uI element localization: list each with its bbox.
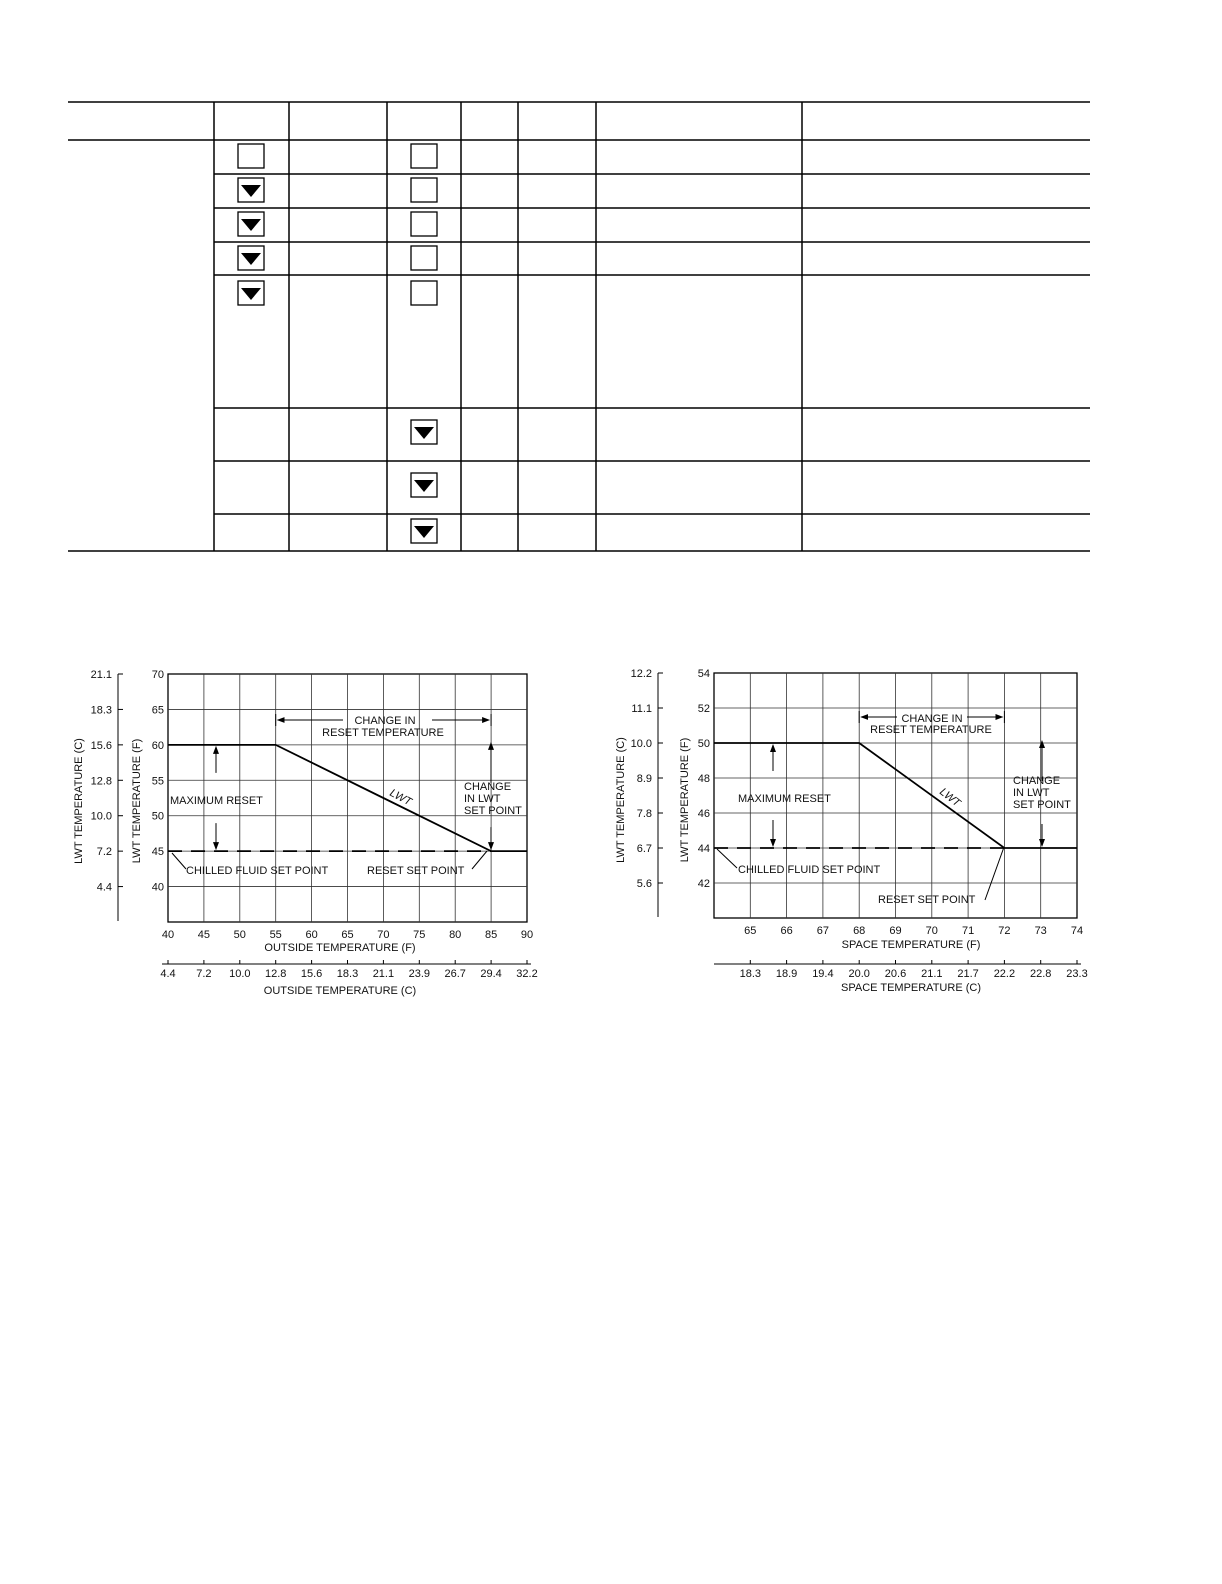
y2-tick-label: 15.6 (90, 739, 112, 752)
change-reset-label: CHANGE IN (901, 713, 963, 725)
change-reset-label-2: RESET TEMPERATURE (870, 724, 992, 736)
x-tick-label: 45 (197, 929, 211, 941)
x-tick-label: 74 (1070, 925, 1084, 937)
y2-axis-label: LWT TEMPERATURE (C) (615, 737, 627, 863)
x2-tick-label: 18.9 (775, 968, 798, 980)
y-tick-label: 60 (151, 739, 164, 752)
y2-tick-label: 18.3 (90, 704, 112, 717)
x2-tick-label: 20.6 (884, 968, 907, 980)
x-tick-label: 75 (413, 929, 426, 941)
x-tick-label: 66 (780, 925, 793, 937)
x2-tick-label: 18.3 (336, 968, 359, 980)
change-lwt-label: CHANGE (1013, 775, 1061, 787)
change-lwt-label-2: IN LWT (1013, 787, 1050, 799)
table-lines (68, 102, 1090, 551)
reset-set-point-leader (985, 847, 1004, 900)
y-axis-label: LWT TEMPERATURE (F) (679, 737, 691, 863)
y-tick-label: 55 (151, 775, 164, 788)
x2-tick-label: 23.3 (1066, 968, 1088, 980)
table-marks (238, 144, 437, 543)
x-tick-label: 65 (341, 929, 354, 941)
x2-tick-label: 23.9 (408, 968, 431, 980)
x2-tick-label: 22.8 (1029, 968, 1052, 980)
empty-box (411, 178, 437, 202)
space-temp-reset-chart (605, 655, 1095, 1005)
x-tick-label: 80 (449, 929, 462, 941)
chilled-fluid-leader (172, 853, 186, 869)
x-tick-label: 68 (853, 925, 866, 937)
y2-tick-label: 21.1 (90, 669, 112, 681)
y-tick-label: 46 (697, 808, 710, 820)
y-tick-label: 42 (697, 878, 710, 890)
x2-tick-label: 10.0 (229, 968, 251, 980)
x2-tick-label: 18.3 (739, 968, 762, 980)
x-tick-label: 73 (1034, 925, 1047, 937)
x-tick-label: 50 (233, 929, 246, 941)
x2-tick-label: 29.4 (480, 968, 502, 980)
y-tick-label: 54 (697, 668, 710, 680)
chart-ticks (91, 669, 538, 980)
y2-tick-label: 11.1 (631, 703, 652, 715)
chilled-fluid-leader (717, 849, 737, 868)
y2-tick-label: 6.7 (636, 843, 652, 855)
reset-set-point-label: RESET SET POINT (878, 894, 976, 906)
reset-set-point-leader (472, 851, 487, 869)
change-reset-label: CHANGE IN (354, 715, 416, 727)
empty-box (238, 144, 264, 168)
chilled-fluid-label: CHILLED FLUID SET POINT (738, 864, 881, 876)
x-axis-label: OUTSIDE TEMPERATURE (F) (264, 942, 416, 954)
outside-temp-reset-chart (60, 655, 550, 1005)
y-tick-label: 65 (151, 704, 164, 717)
empty-box (411, 144, 437, 168)
change-lwt-label-3: SET POINT (1013, 799, 1071, 811)
y2-tick-label: 5.6 (636, 878, 652, 890)
x2-axis-label: OUTSIDE TEMPERATURE (C) (263, 985, 417, 997)
x2-tick-label: 21.7 (957, 968, 979, 980)
y2-tick-label: 12.2 (630, 668, 652, 680)
x-tick-label: 65 (744, 925, 757, 937)
x2-tick-label: 21.1 (372, 968, 395, 980)
y2-tick-label: 10.0 (630, 738, 652, 750)
x-tick-label: 72 (998, 925, 1011, 937)
x2-tick-label: 4.4 (160, 968, 176, 980)
x-tick-label: 40 (161, 929, 175, 941)
y2-tick-label: 7.2 (96, 846, 112, 859)
y-axis-label: LWT TEMPERATURE (F) (131, 738, 143, 864)
change-lwt-label: CHANGE (464, 781, 512, 793)
x-tick-label: 69 (889, 925, 902, 937)
maximum-reset-label: MAXIMUM RESET (170, 795, 263, 807)
x-tick-label: 85 (484, 929, 498, 941)
lwt-line-label: LWT (937, 785, 963, 810)
x-tick-label: 55 (269, 929, 282, 941)
y-tick-label: 48 (697, 773, 710, 785)
x-tick-label: 90 (520, 929, 534, 941)
y2-tick-label: 12.8 (90, 775, 112, 788)
lwt-line-label: LWT (387, 787, 414, 809)
y-tick-label: 70 (151, 669, 164, 681)
x-axis-label: SPACE TEMPERATURE (F) (841, 939, 981, 951)
x2-tick-label: 19.4 (812, 968, 834, 980)
x2-axis-label: SPACE TEMPERATURE (C) (841, 982, 981, 994)
y-tick-label: 52 (697, 703, 710, 715)
x-tick-label: 60 (305, 929, 318, 941)
x-tick-label: 67 (816, 925, 830, 937)
change-lwt-label-3: SET POINT (464, 805, 522, 817)
y-tick-label: 50 (151, 810, 164, 823)
x2-tick-label: 12.8 (264, 968, 287, 980)
empty-box (411, 212, 437, 236)
chilled-fluid-label: CHILLED FLUID SET POINT (186, 865, 329, 877)
x2-tick-label: 21.1 (921, 968, 943, 980)
y2-tick-label: 10.0 (90, 810, 112, 823)
y2-tick-label: 7.8 (636, 808, 652, 820)
x2-tick-label: 22.2 (993, 968, 1016, 980)
x-tick-label: 70 (377, 929, 390, 941)
y2-tick-label: 4.4 (96, 881, 112, 894)
y-tick-label: 45 (151, 846, 164, 859)
x2-tick-label: 15.6 (300, 968, 323, 980)
reset-set-point-label: RESET SET POINT (367, 865, 465, 877)
y-tick-label: 40 (151, 881, 164, 894)
y-tick-label: 50 (697, 738, 710, 750)
maximum-reset-label: MAXIMUM RESET (738, 793, 831, 805)
y2-tick-label: 8.9 (636, 773, 652, 785)
reset-table (0, 0, 1222, 570)
empty-box (411, 246, 437, 270)
change-reset-label-2: RESET TEMPERATURE (322, 727, 444, 739)
y-tick-label: 44 (697, 843, 710, 855)
x-tick-label: 70 (925, 925, 938, 937)
change-lwt-label-2: IN LWT (464, 793, 501, 805)
y2-axis-label: LWT TEMPERATURE (C) (73, 738, 85, 864)
empty-box (411, 281, 437, 305)
x2-tick-label: 26.7 (444, 968, 466, 980)
x2-tick-label: 32.2 (516, 968, 538, 980)
x-tick-label: 71 (961, 925, 975, 937)
x2-tick-label: 7.2 (196, 968, 212, 980)
x2-tick-label: 20.0 (848, 968, 870, 980)
